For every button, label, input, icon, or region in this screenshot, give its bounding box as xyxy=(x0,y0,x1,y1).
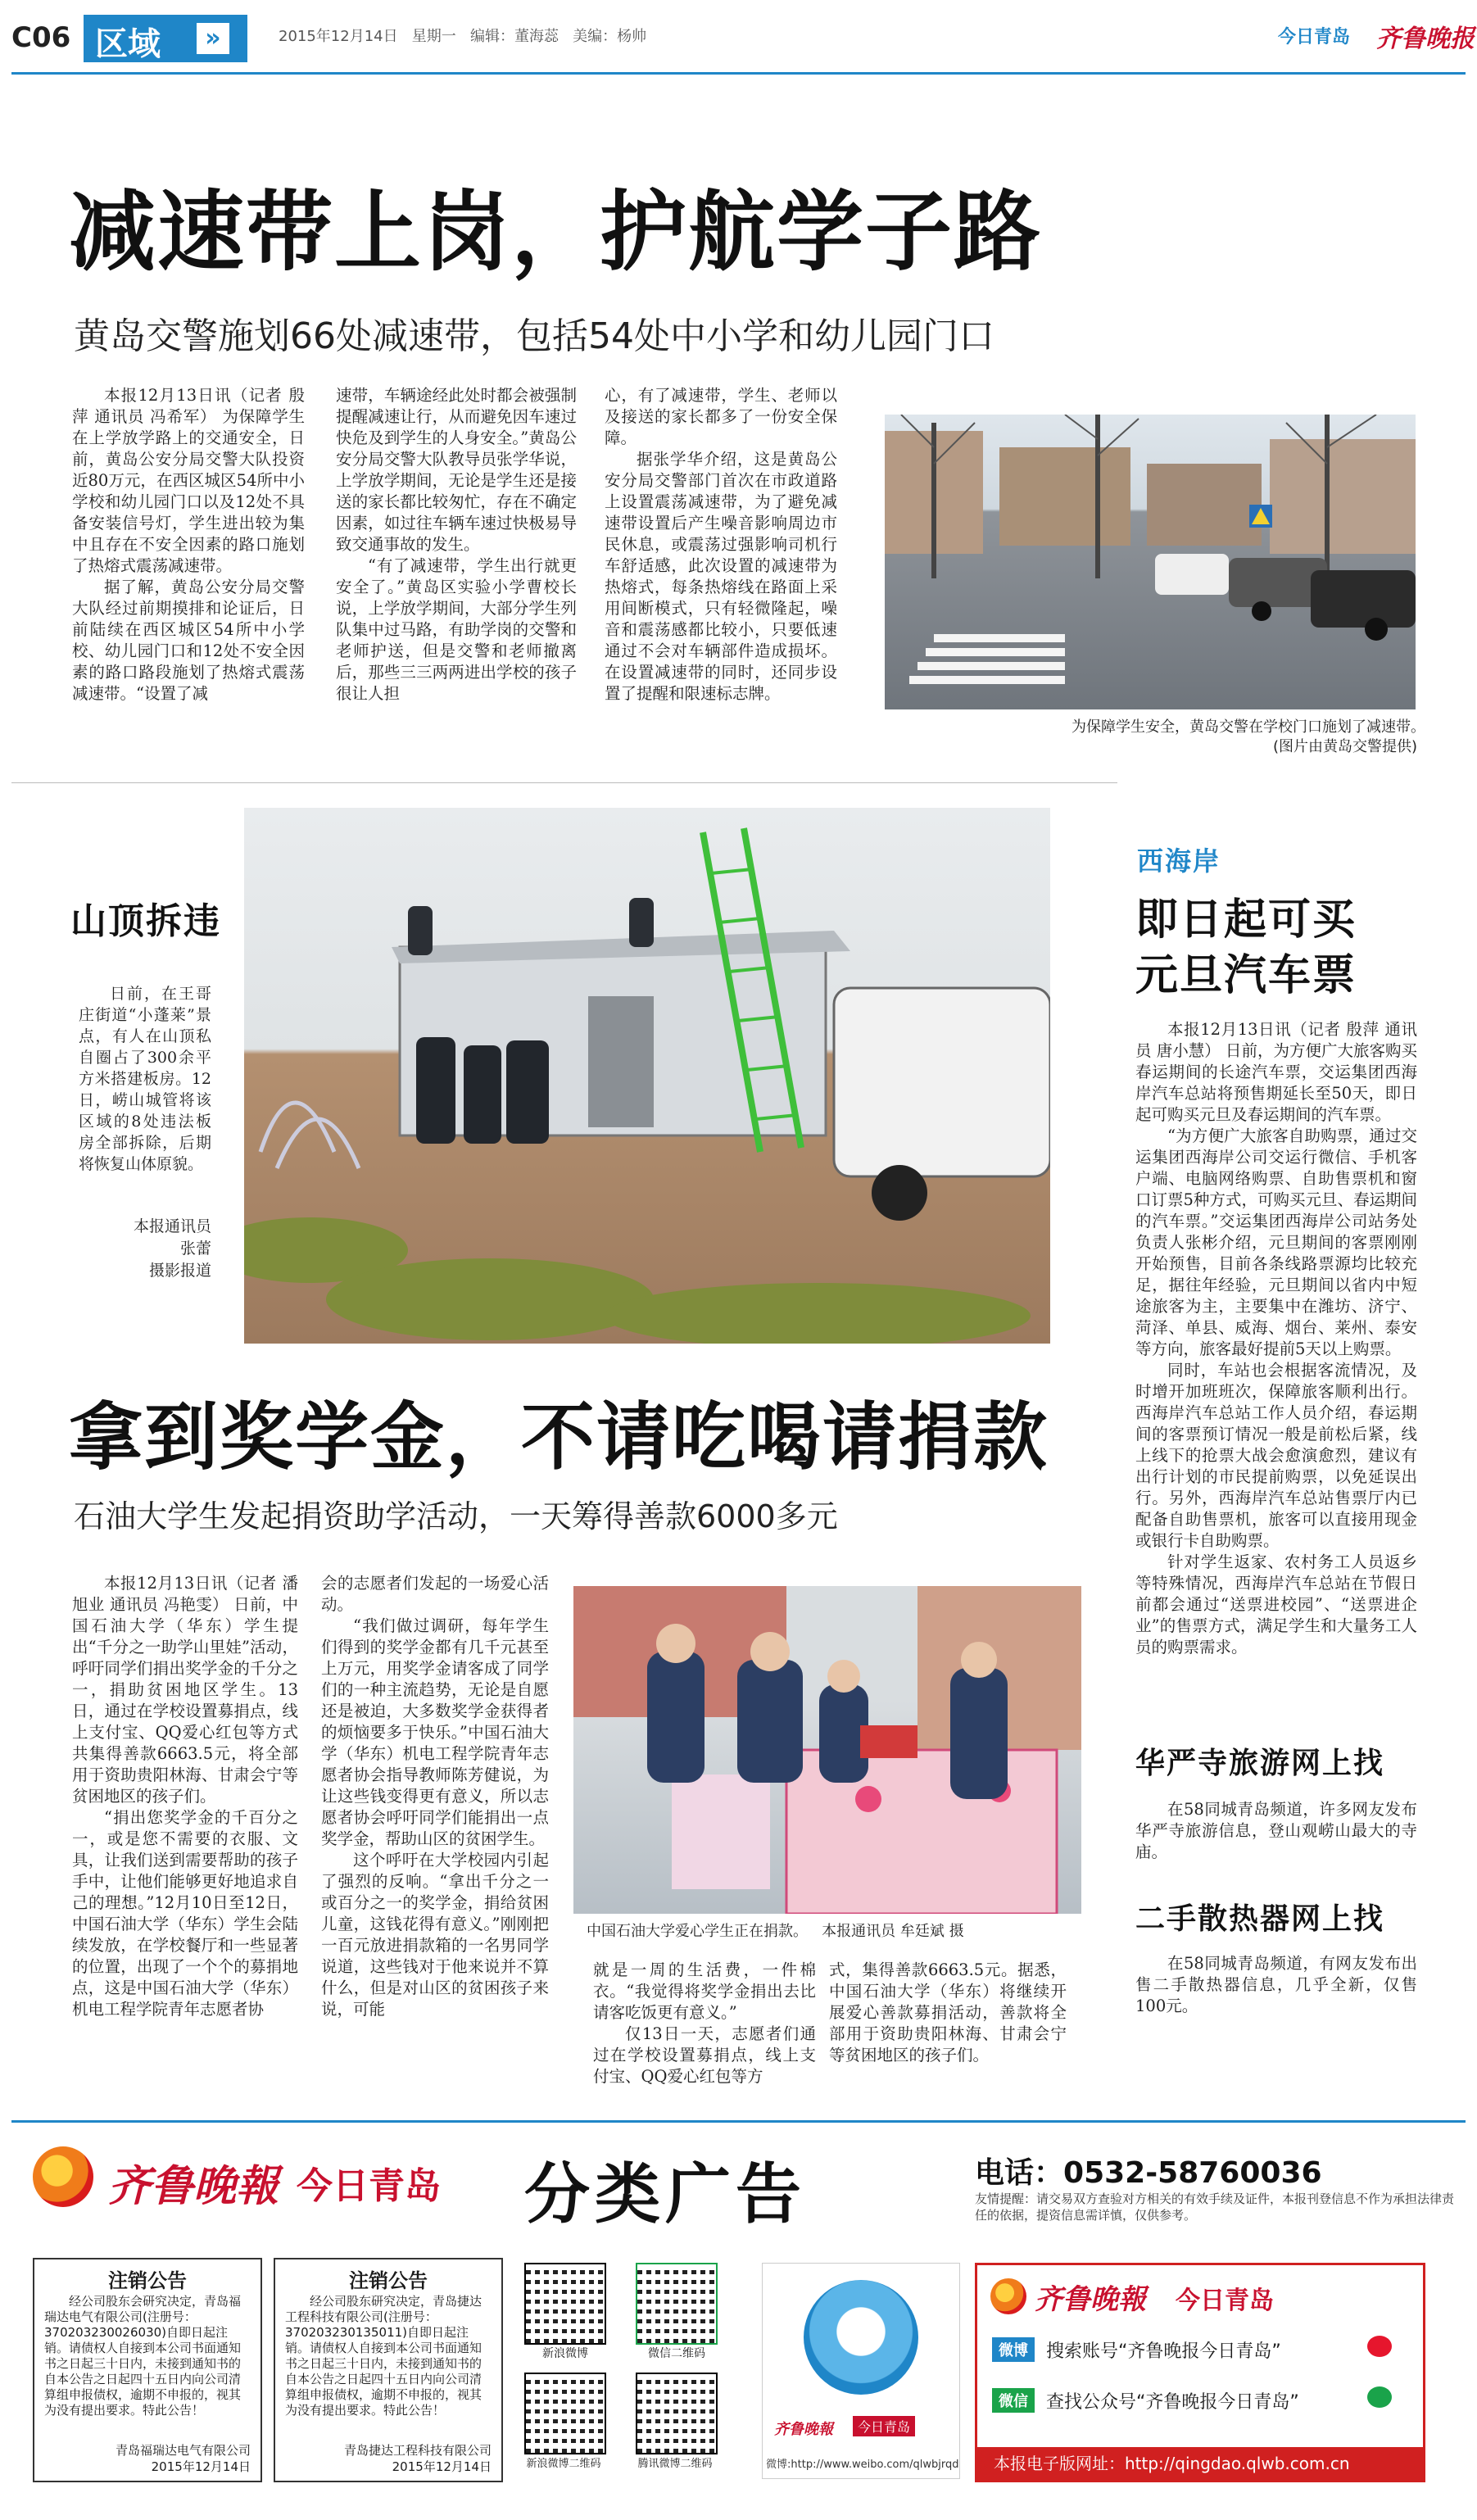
ad-phone-label: 电话： xyxy=(975,2156,1064,2190)
story2-credit-line: 本报通讯员 xyxy=(133,1217,211,1235)
ad-title: 分类广告 xyxy=(524,2156,806,2232)
story3-title-2: 元旦汽车票 xyxy=(1135,951,1357,1000)
demolition-illustration xyxy=(244,808,1050,1344)
notice-2-text: 经公司股东研究决定，青岛捷达工程科技有限公司(注册号：370203230135011)自即日起注销。请债权人自接到本公司书面通知书之日起三十日内，未接到通知书的自本公告之日起四十五日内向公司清算组申报债权，逾期不申报的，视其为没有提出要求。特此公告！ xyxy=(285,2294,483,2418)
qr-code-wechat xyxy=(636,2263,718,2345)
story1-para: “有了减速带，学生出行就更安全了。”黄岛区实验小学曹校长说，上学放学期间，大部分学生列队集中过马路，有助学岗的交警和老师护送，但是交警和老师撤离后，那些三三两两进出学校的孩子很让人担 xyxy=(336,556,577,703)
notice-2-date: 2015年12月14日 xyxy=(392,2459,492,2474)
story1-para: 据了解，黄岛公安分局交警大队经过前期摸排和论证后，日前陆续在西区城区54所中小学校、幼儿园门口和12处不安全因素的路口路段施划了热熔式震荡减速带。“设置了减 xyxy=(72,578,305,703)
notice-2 xyxy=(274,2258,503,2482)
promo-box xyxy=(975,2263,1425,2482)
story4-photo xyxy=(573,1586,1081,1914)
issue-info xyxy=(279,25,646,46)
issue-editor: 编辑：董海蕊 xyxy=(469,28,559,45)
story4-column-4 xyxy=(829,1960,1067,2066)
promo-url: http://qingdao.qlwb.com.cn xyxy=(1125,2454,1350,2473)
story2-title: 山顶拆违 xyxy=(70,900,221,942)
story1-photo-caption: 为保障学生安全，黄岛交警在学校门口施划了减速带。 xyxy=(1072,718,1425,736)
issue-weekday: 星期一 xyxy=(411,28,456,45)
brief2-para: 在58同城青岛频道，有网友发布出售二手散热器信息，几乎全新，仅售100元。 xyxy=(1135,1954,1417,2015)
notice-2-sign: 青岛捷达工程科技有限公司 xyxy=(343,2443,492,2458)
weibo-card-brand: 齐鲁晚報 xyxy=(774,2421,833,2438)
story4-title: 拿到奖学金，不请吃喝请捐款 xyxy=(69,1394,1049,1480)
qr-code-tencent xyxy=(636,2373,718,2454)
bird-logo-icon xyxy=(804,2280,918,2395)
story4-para: 这个呼吁在大学校园内引起了强烈的反响。“拿出千分之一或百分之一的奖学金，捐给贫困儿童，这钱花得有意义。”刚刚把一百元放进捐款箱的一名男同学说道，这些钱对于他来说并不算什么，但是对山区的贫困孩子来说，可能 xyxy=(321,1851,549,2019)
brief1-title: 华严寺旅游网上找 xyxy=(1135,1747,1385,1780)
brand-logo: 齐鲁晚报 xyxy=(1376,25,1475,53)
wechat-icon xyxy=(1367,2386,1392,2408)
story3-kicker: 西海岸 xyxy=(1137,845,1221,877)
section-tab xyxy=(84,15,247,62)
ad-banner xyxy=(33,2140,1458,2232)
ad-phone-number: 0532-58760036 xyxy=(1063,2156,1322,2190)
story1-para: 速带，车辆途经此处时都会被强制提醒减速让行，从而避免因车速过快危及到学生的人身安全。”黄岛公安分局交警大队教导员张学华说，上学放学期间，无论是学生还是接送的家长都比较匆忙，存在不确定因素，如过往车辆车速过快极易导致交通事故的发生。 xyxy=(336,386,577,554)
story2-photo xyxy=(244,808,1050,1344)
promo-swirl-icon xyxy=(990,2278,1026,2314)
story1-photo-credit: (图片由黄岛交警提供) xyxy=(1272,738,1417,755)
edition-name: 今日青岛 xyxy=(1278,27,1351,48)
story1-photo xyxy=(885,415,1416,709)
story1-para: 心，有了减速带，学生、老师以及接送的家长都多了一份安全保障。 xyxy=(605,386,837,447)
qr-code-weibo xyxy=(524,2263,606,2345)
qr-code-weibo-2 xyxy=(524,2373,606,2454)
ad-edition: 今日青岛 xyxy=(297,2165,441,2207)
story1-para: 据张学华介绍，这是黄岛公安分局交警部门首次在市政道路上设置震荡减速带，为了避免减速带设置后产生噪音影响周边市民休息，或震荡过强影响司机行车舒适感，此次设置的减速带为热熔式，每条热熔线在路面上采用间断模式，只有轻微隆起，噪音和震荡感都比较小，只要低速通过不会对车辆部件造成损坏。在设置减速带的同时，还同步设置了提醒和限速标志牌。 xyxy=(605,450,837,703)
qr1-sub: 新浪微博二维码 xyxy=(526,2458,601,2470)
story4-para: 就是一周的生活费，一件棉衣。“我觉得将奖学金捐出去比请客吃饭更有意义。” xyxy=(593,1960,816,2022)
section-label: 区域 xyxy=(95,25,161,63)
story4-para: “我们做过调研，每年学生们得到的奖学金都有几千元甚至上万元，用奖学金请客成了同学们的一种主流趋势，无论是自愿还是被迫，大多数奖学金获得者的烦恼要多于快乐。”中国石油大学（华东）机电工程学院青年志愿者协会指导教师陈芳健说，为让这些钱变得更有意义，所以志愿者协会呼吁同学们能捐出一点奖学金，帮助山区的贫困学生。 xyxy=(321,1616,549,1848)
notice-2-title: 注销公告 xyxy=(349,2269,428,2292)
brand-swirl-icon xyxy=(33,2146,93,2207)
notice-1 xyxy=(33,2258,262,2482)
story2-para: 日前，在王哥庄街道“小蓬莱”景点，有人在山顶私自圈占了300余平方米搭建板房。12日，崂山城管将该区域的8处违法板房全部拆除，后期将恢复山体原貌。 xyxy=(79,985,211,1173)
notice-1-title: 注销公告 xyxy=(108,2269,187,2292)
page-number: C06 xyxy=(11,21,71,54)
brief2-body xyxy=(1135,1953,1417,2017)
story2-credit xyxy=(79,1216,211,1282)
story4-column-3 xyxy=(593,1960,816,2087)
story3-para: 针对学生返家、农村务工人员返乡等特殊情况，西海岸汽车总站在节假日前都会通过“送票进校园”、“送票进企业”的售票方式，满足学生和大量务工人员的购票需求。 xyxy=(1135,1552,1417,1657)
issue-date: 2015年12月14日 xyxy=(279,28,398,45)
ad-band-rule xyxy=(11,2120,1466,2123)
page-header xyxy=(0,0,1477,75)
story4-para: 会的志愿者们发起的一场爱心活动。 xyxy=(321,1574,549,1614)
weibo-card xyxy=(762,2263,960,2479)
issue-designer: 美编：杨帅 xyxy=(573,28,647,45)
story2-credit-line: 张蕾 xyxy=(179,1240,211,1258)
story1-column-2 xyxy=(336,385,577,705)
ad-notice: 友情提醒：请交易双方查验对方相关的有效手续及证件，本报刊登信息不作为承担法律责任的依据，提资信息需详慎，仅供参考。 xyxy=(975,2191,1455,2223)
notice-1-date: 2015年12月14日 xyxy=(151,2459,251,2474)
brief2-title: 二手散热器网上找 xyxy=(1135,1902,1385,1936)
qr2-sub: 腾讯微博二维码 xyxy=(637,2458,713,2470)
promo-weibo-tag: 微博 xyxy=(992,2337,1035,2362)
qr2-label: 微信二维码 xyxy=(648,2347,705,2360)
story4-column-1 xyxy=(72,1573,298,2020)
story2-credit-line: 摄影报道 xyxy=(148,1262,211,1280)
street-illustration xyxy=(885,415,1416,709)
weibo-card-url: 微博:http://www.weibo.com/qlwbjrqd xyxy=(766,2459,959,2471)
weibo-card-edition: 今日青岛 xyxy=(853,2416,915,2436)
story3-para: 本报12月13日讯（记者 殷萍 通讯员 唐小慧） 日前，为方便广大旅客购买春运期间的长途汽车票，交运集团西海岸汽车总站将预售期延长至50天，即日起可购买元旦及春运期间的汽车票。 xyxy=(1135,1020,1417,1124)
double-chevron-right-icon: » xyxy=(197,23,229,54)
weibo-icon xyxy=(1367,2336,1392,2357)
story1-title: 减速带上岗，护航学子路 xyxy=(69,182,1042,283)
story4-column-2 xyxy=(321,1573,549,2020)
donation-illustration xyxy=(573,1586,1081,1914)
ad-brand: 齐鲁晚報 xyxy=(108,2161,279,2211)
promo-brand: 齐鲁晚報 xyxy=(1035,2283,1146,2316)
promo-edition: 今日青岛 xyxy=(1176,2287,1274,2315)
promo-url-bar xyxy=(977,2447,1423,2480)
brief1-body xyxy=(1135,1799,1417,1863)
promo-url-label: 本报电子版网址： xyxy=(994,2454,1125,2473)
story4-caption-text: 中国石油大学爱心学生正在捐款。 xyxy=(587,1923,808,1940)
story3-para: 同时，车站也会根据客流情况，及时增开加班班次，保障旅客顺利出行。西海岸汽车总站工作人员介绍，春运期间的客票预订情况一般是前松后紧，线上线下的抢票大战会愈演愈烈，建议有出行计划的市民提前购票，以免延误出行。另外，西海岸汽车总站售票厅内已配备自助售票机，旅客可以直接用现金或银行卡自助购票。 xyxy=(1135,1361,1417,1550)
story3-para: “为方便广大旅客自助购票，通过交运集团西海岸公司交运行微信、手机客户端、电脑网络购票、自助售票机和窗口订票5种方式，可购买元旦、春运期间的汽车票。”交运集团西海岸公司站务处负责人张彬介绍，元旦期间的客票刚刚开始预售，目前各条线路票源均比较充足，据往年经验，元旦期间以省内中短途旅客为主，主要集中在潍坊、济宁、菏泽、单县、威海、烟台、莱州、泰安等方向，旅客最好提前5天以上购票。 xyxy=(1135,1126,1417,1358)
story4-subtitle: 石油大学生发起捐资助学活动，一天筹得善款6000多元 xyxy=(74,1498,838,1534)
notice-1-text: 经公司股东会研究决定，青岛福瑞达电气有限公司(注册号：370203230026030)自即日起注销。请债权人自接到本公司书面通知书之日起三十日内，未接到通知书的自本公告之日起四十五日内向公司清算组申报债权，逾期不申报的，视其为没有提出要求。特此公告！ xyxy=(44,2294,242,2418)
story2-text xyxy=(79,983,211,1175)
story4-photo-caption xyxy=(587,1922,1078,1941)
story4-para: 式，集得善款6663.5元。据悉，中国石油大学（华东）将继续开展爱心善款募捐活动，善款将全部用于资助贵阳林海、甘肃会宁等贫困地区的孩子们。 xyxy=(829,1960,1067,2064)
notice-1-sign: 青岛福瑞达电气有限公司 xyxy=(115,2443,251,2458)
story1-column-1 xyxy=(72,385,305,705)
header-rule xyxy=(11,72,1466,75)
promo-wechat-tag: 微信 xyxy=(992,2388,1035,2413)
story4-caption-credit: 本报通讯员 牟廷斌 摄 xyxy=(822,1923,964,1940)
story1-subtitle: 黄岛交警施划66处减速带，包括54处中小学和幼儿园门口 xyxy=(74,315,994,357)
story3-body xyxy=(1135,1019,1417,1658)
story3-title-1: 即日起可买 xyxy=(1135,895,1357,945)
qr1-label: 新浪微博 xyxy=(542,2347,588,2360)
promo-wechat-text: 查找公众号“齐鲁晚报今日青岛” xyxy=(1046,2392,1299,2413)
story4-para: 本报12月13日讯（记者 潘旭业 通讯员 冯艳雯） 日前，中国石油大学（华东）学生提出“千分之一助学山里娃”活动，呼吁同学们捐出奖学金的千分之一，捐助贫困地区学生。13日，通过在学校设置募捐点，线上支付宝、QQ爱心红包等方式共集得善款6663.5元，将全部用于资助贵阳林海、甘肃会宁等贫困地区的孩子们。 xyxy=(72,1574,298,1806)
story4-para: “捐出您奖学金的千百分之一，或是您不需要的衣服、文具，让我们送到需要帮助的孩子手中，让他们能够更好地追求自己的理想。”12月10日至12日，中国石油大学（华东）学生会陆续发放，在学校餐厅和一些显著的位置，出现了一个个的募捐地点，这是中国石油大学（华东）机电工程学院青年志愿者协 xyxy=(72,1808,298,2019)
divider xyxy=(11,782,1117,783)
promo-weibo-text: 搜索账号“齐鲁晚报今日青岛” xyxy=(1046,2341,1281,2362)
story1-para: 本报12月13日讯（记者 殷萍 通讯员 冯希军） 为保障学生在上学放学路上的交通安全，日前，黄岛公安分局交警大队投资近80万元，在西区城区54所中小学校和幼儿园门口以及12处不具备安装信号灯，学生进出较为集中且存在不安全因素的路口施划了热熔式震荡减速带。 xyxy=(72,386,305,575)
story1-column-3 xyxy=(605,385,837,705)
brief1-para: 在58同城青岛频道，许多网友发布华严寺旅游信息，登山观崂山最大的寺庙。 xyxy=(1135,1800,1417,1861)
story4-para: 仅13日一天，志愿者们通过在学校设置募捐点，线上支付宝、QQ爱心红包等方 xyxy=(593,2024,816,2086)
ad-phone xyxy=(975,2150,1322,2191)
